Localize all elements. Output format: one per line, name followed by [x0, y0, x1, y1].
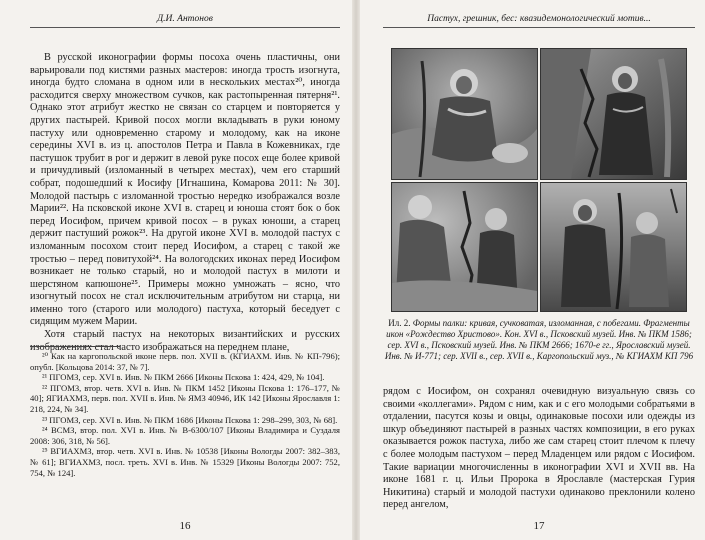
footnote-24: ²⁴ ВСМЗ, втор. пол. XVI в. Инв. № В-6300/107 [Иконы Владимира и Суздаля 2008: 306, 318, № 56]. — [30, 425, 340, 446]
right-body-text — [383, 386, 695, 512]
footnote-rule — [30, 346, 120, 347]
footnote-22: ²² ПГОМЗ, втор. четв. XVI в. Инв. № ПКМ 1452 [Иконы Пскова 1: 176–177, № 40]; ЯГИАХМЗ, перв. пол. XVII в. Инв. № ЯМЗ 40946, ИК 142 [Иконы Ярославля 1: 218, 224, № 34]. — [30, 382, 340, 414]
right-paragraph-1: рядом с Иосифом, он сохранял очевидную визуальную связь со своими «коллегами». Рядом с ним, как и с его молодыми собратьями в отдалении, пасутся козы и овцы, одинаковые посохи или одежды из шкур объединяют пастырей в разных частях композиции, в его руках оказывается рожок пастуха, либо же сам старец стоит плечом к плечу с более молодым пастухом – перед Младенцем или рядом с Иосифом. Такие вариации многочисленны в иконографии XVI и XVII вв. На иконе 1681 г. ц. Ильи Пророка в Ярославле (мастерская Гурия Никитина) старый и молодой пастухи одинаково преклонили колено перед ангелом, — [383, 386, 695, 511]
left-body-text — [30, 52, 340, 354]
right-page-number: 17 — [533, 520, 545, 532]
caption-text: Формы палки: кривая, сучковатая, изломанная, с побегами. Фрагменты икон «Рождество Христово». Кон. XVI в., Псковский музей. Инв. № ПКМ 1586; сер. XVI в., Псковский музей. Инв. № ПКМ 2666; 1670-е гг., Ярославский музей. Инв. № И-771; сер. XVII в., сер. XVII в., Каргопольский муз., № КГИАХМ КП 796 — [384, 318, 694, 361]
left-footnotes — [30, 351, 340, 478]
icon-fragment-two-shepherds — [540, 182, 687, 312]
icon-fragment-shepherd-seated — [391, 48, 538, 180]
figure-caption — [383, 318, 695, 362]
footnote-25: ²⁵ ВГИАХМЗ, втор. четв. XVI в. Инв. № 10538 [Иконы Вологды 2007: 382–383, № 61]; ВГИАХМЗ, посл. треть. XVI в. Инв. № 15329 [Иконы Вологды 2007: 752, 754, № 124]. — [30, 446, 340, 478]
book-gutter — [352, 0, 360, 540]
left-page — [30, 0, 340, 540]
footnote-23: ²³ ПГОМЗ, сер. XVI в. Инв. № ПКМ 1686 [Иконы Пскова 1: 298–299, 303, № 68]. — [42, 414, 338, 425]
footnote-20: ²⁰ Как на каргопольской иконе перв. пол. XVII в. (КГИАХМ. Инв. № КП-796); опубл. [Кольцова 2014: 37, № 7]. — [30, 351, 340, 372]
caption-label: Ил. 2. — [388, 318, 411, 328]
right-page — [383, 0, 695, 540]
figure-icon-fragments — [391, 48, 685, 310]
left-paragraph-2: Хотя старый пастух на некоторых византийских и русских изображениях стал часто изображаться на переднем плане, — [30, 329, 340, 353]
right-running-header: Пастух, грешник, бес: квазидемонологический мотив... — [383, 14, 695, 28]
footnote-21: ²¹ ПГОМЗ, сер. XVI в. Инв. № ПКМ 2666 [Иконы Пскова 1: 424, 429, № 104]. — [42, 372, 325, 383]
icon-fragment-shepherd-standing — [540, 48, 687, 180]
left-running-header: Д.И. Антонов — [30, 14, 340, 28]
icon-fragment-joseph-and-shepherd — [391, 182, 538, 312]
left-paragraph-1: В русской иконографии формы посоха очень пластичны, они варьировали под кистями разных мастеров: иногда трость изогнута, иногда будто сломана в одном или в нескольких местах²⁰, иногда расходится сверху множеством сучков, как растопыренная пятерня²¹. Однако этот атрибут жестко не связан со старцем и повторяется у других пастырей. Кривой посох могли вкладывать в руки юному пастуху или одновременно старому и молодому, как на иконе середины XVI в. из ц. апостолов Петра и Павла в Кожевниках, где пастушок трубит в рог и держит в левой руке посох еще более кривой и причудливый (изломанный в четырех местах), чем его старший собрат, подошедший к Иосифу [Игнашина, Комарова 2011: № 30]. Молодой пастырь с изломанной тростью нередко изображался возле Марии²². На псковской иконе XVI в. старец и юноша стоят бок о бок перед Иосифом, причем кривой посох – в руках юноши, а старец держит пастуший рожок²³. На другой иконе XVI в. молодой пастух с изломанным посохом стоит перед Иосифом, а старец с такой же тростью – перед повитухой²⁴. На вологодских иконах перед Иосифом возникает не только старый, но и молодой пастух в милоти и шерстяном капюшоне²⁵. Примеры можно умножать – ясно, что изогнутый посох не стал исключительным атрибутом ни старца, ни именно того (старого или молодого) пастуха, который беседует с сидящим мужем Марии. — [30, 52, 340, 328]
left-page-number: 16 — [179, 520, 191, 532]
